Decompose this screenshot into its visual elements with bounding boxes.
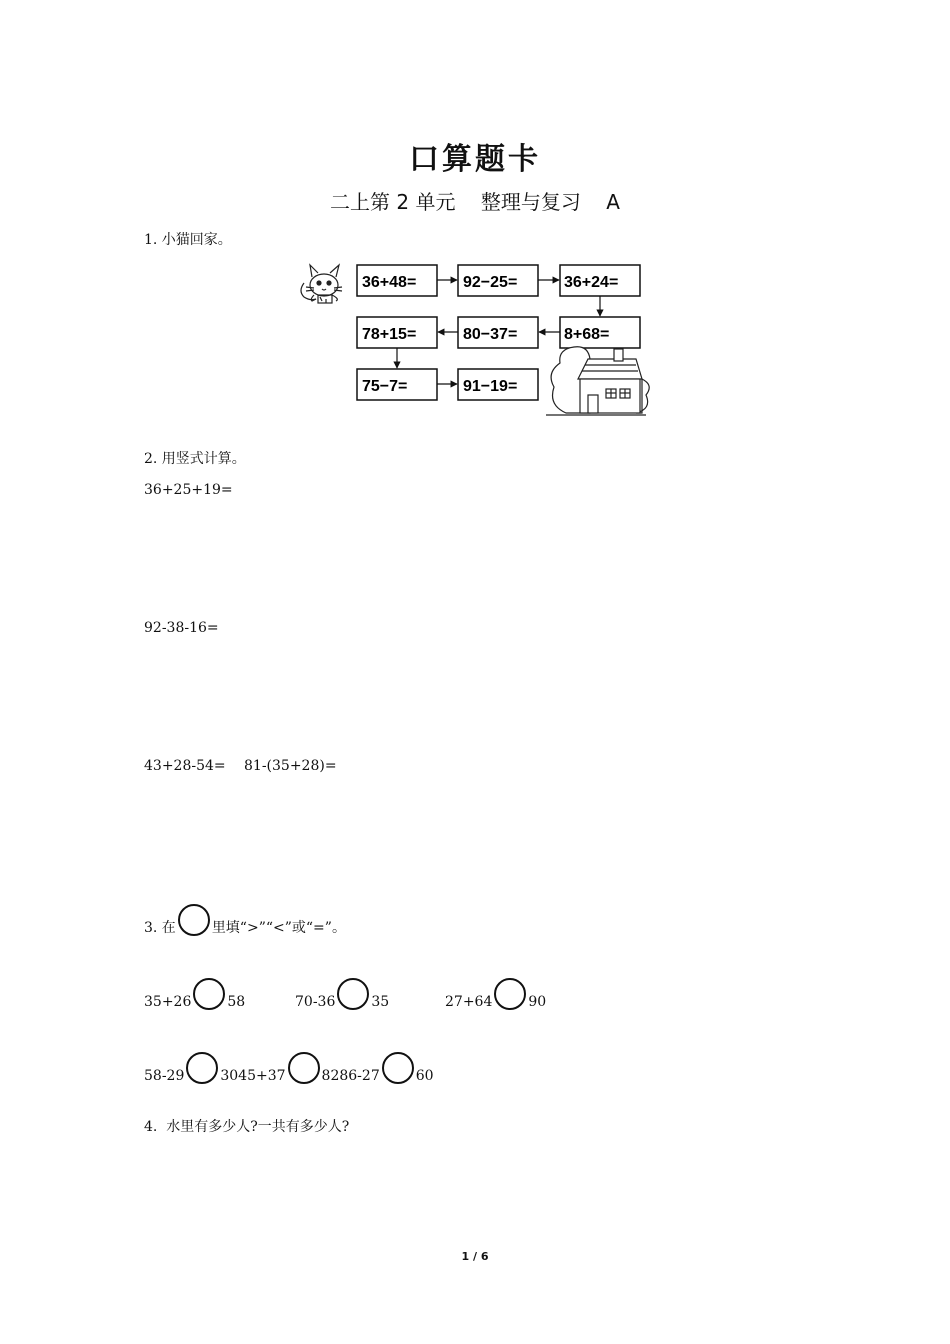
q3-r1-left-1: 35+26 (144, 994, 192, 1010)
q3-r1-left-3: 27+64 (445, 994, 493, 1010)
answer-circle[interactable] (337, 978, 369, 1010)
q2-label: 2. 用竖式计算。 (144, 451, 246, 467)
compare-circle-icon (178, 904, 210, 936)
answer-circle[interactable] (382, 1052, 414, 1084)
q3-r1-right-1: 58 (227, 994, 246, 1010)
box-91-19-text: 91−19= (463, 378, 518, 395)
q4-label: 4. 水里有多少人?一共有多少人? (144, 1119, 350, 1135)
box-75-7 (357, 369, 437, 400)
cat-path-diagram (296, 255, 666, 425)
q3-r1-right-3: 90 (528, 994, 547, 1010)
q3-label-before: 3. 在 (144, 920, 176, 936)
page-title: 口算题卡 (409, 142, 541, 177)
q3-r1-right-2: 35 (371, 994, 390, 1010)
q3-label-after: 里填“>”“<”或“=”。 (211, 920, 346, 936)
box-91-19 (458, 369, 538, 400)
answer-circle[interactable] (288, 1052, 320, 1084)
page-subtitle: 二上第 2 单元 整理与复习 A (330, 190, 620, 214)
box-36+24 (560, 265, 640, 296)
q3-r2-b: 3045+37 (220, 1068, 286, 1084)
box-80-37 (458, 317, 538, 348)
q2-item-3: 43+28-54= (144, 758, 226, 774)
box-8+68 (560, 317, 640, 348)
q3-r2-c: 8286-27 (321, 1068, 380, 1084)
box-75-7-text: 75−7= (362, 378, 408, 395)
q3-r2-d: 60 (415, 1068, 434, 1084)
box-78+15 (357, 317, 437, 348)
q3-row-1-col-2 (295, 978, 389, 1010)
box-36+48 (357, 265, 437, 296)
box-8+68-text: 8+68= (564, 326, 610, 343)
cat-icon (301, 265, 342, 303)
q3-row-1-col-3 (445, 978, 546, 1010)
q1-label: 1. 小猫回家。 (144, 232, 232, 248)
answer-circle[interactable] (193, 978, 225, 1010)
q2-item-1: 36+25+19= (144, 482, 233, 498)
page-number: 1 / 6 (461, 1250, 489, 1263)
box-36+24-text: 36+24= (564, 274, 619, 291)
q3-row-1 (144, 978, 245, 1010)
box-80-37-text: 80−37= (463, 326, 518, 343)
q3-row-2 (144, 1052, 434, 1084)
q2-item-2: 92-38-16= (144, 620, 219, 636)
answer-circle[interactable] (186, 1052, 218, 1084)
box-92-25-text: 92−25= (463, 274, 518, 291)
q3-r2-a: 58-29 (144, 1068, 185, 1084)
q3-label (144, 904, 346, 937)
q2-item-4: 81-(35+28)= (244, 758, 337, 774)
house-icon (546, 347, 649, 415)
box-36+48-text: 36+48= (362, 274, 417, 291)
box-92-25 (458, 265, 538, 296)
q3-r1-left-2: 70-36 (295, 994, 336, 1010)
answer-circle[interactable] (494, 978, 526, 1010)
box-78+15-text: 78+15= (362, 326, 417, 343)
